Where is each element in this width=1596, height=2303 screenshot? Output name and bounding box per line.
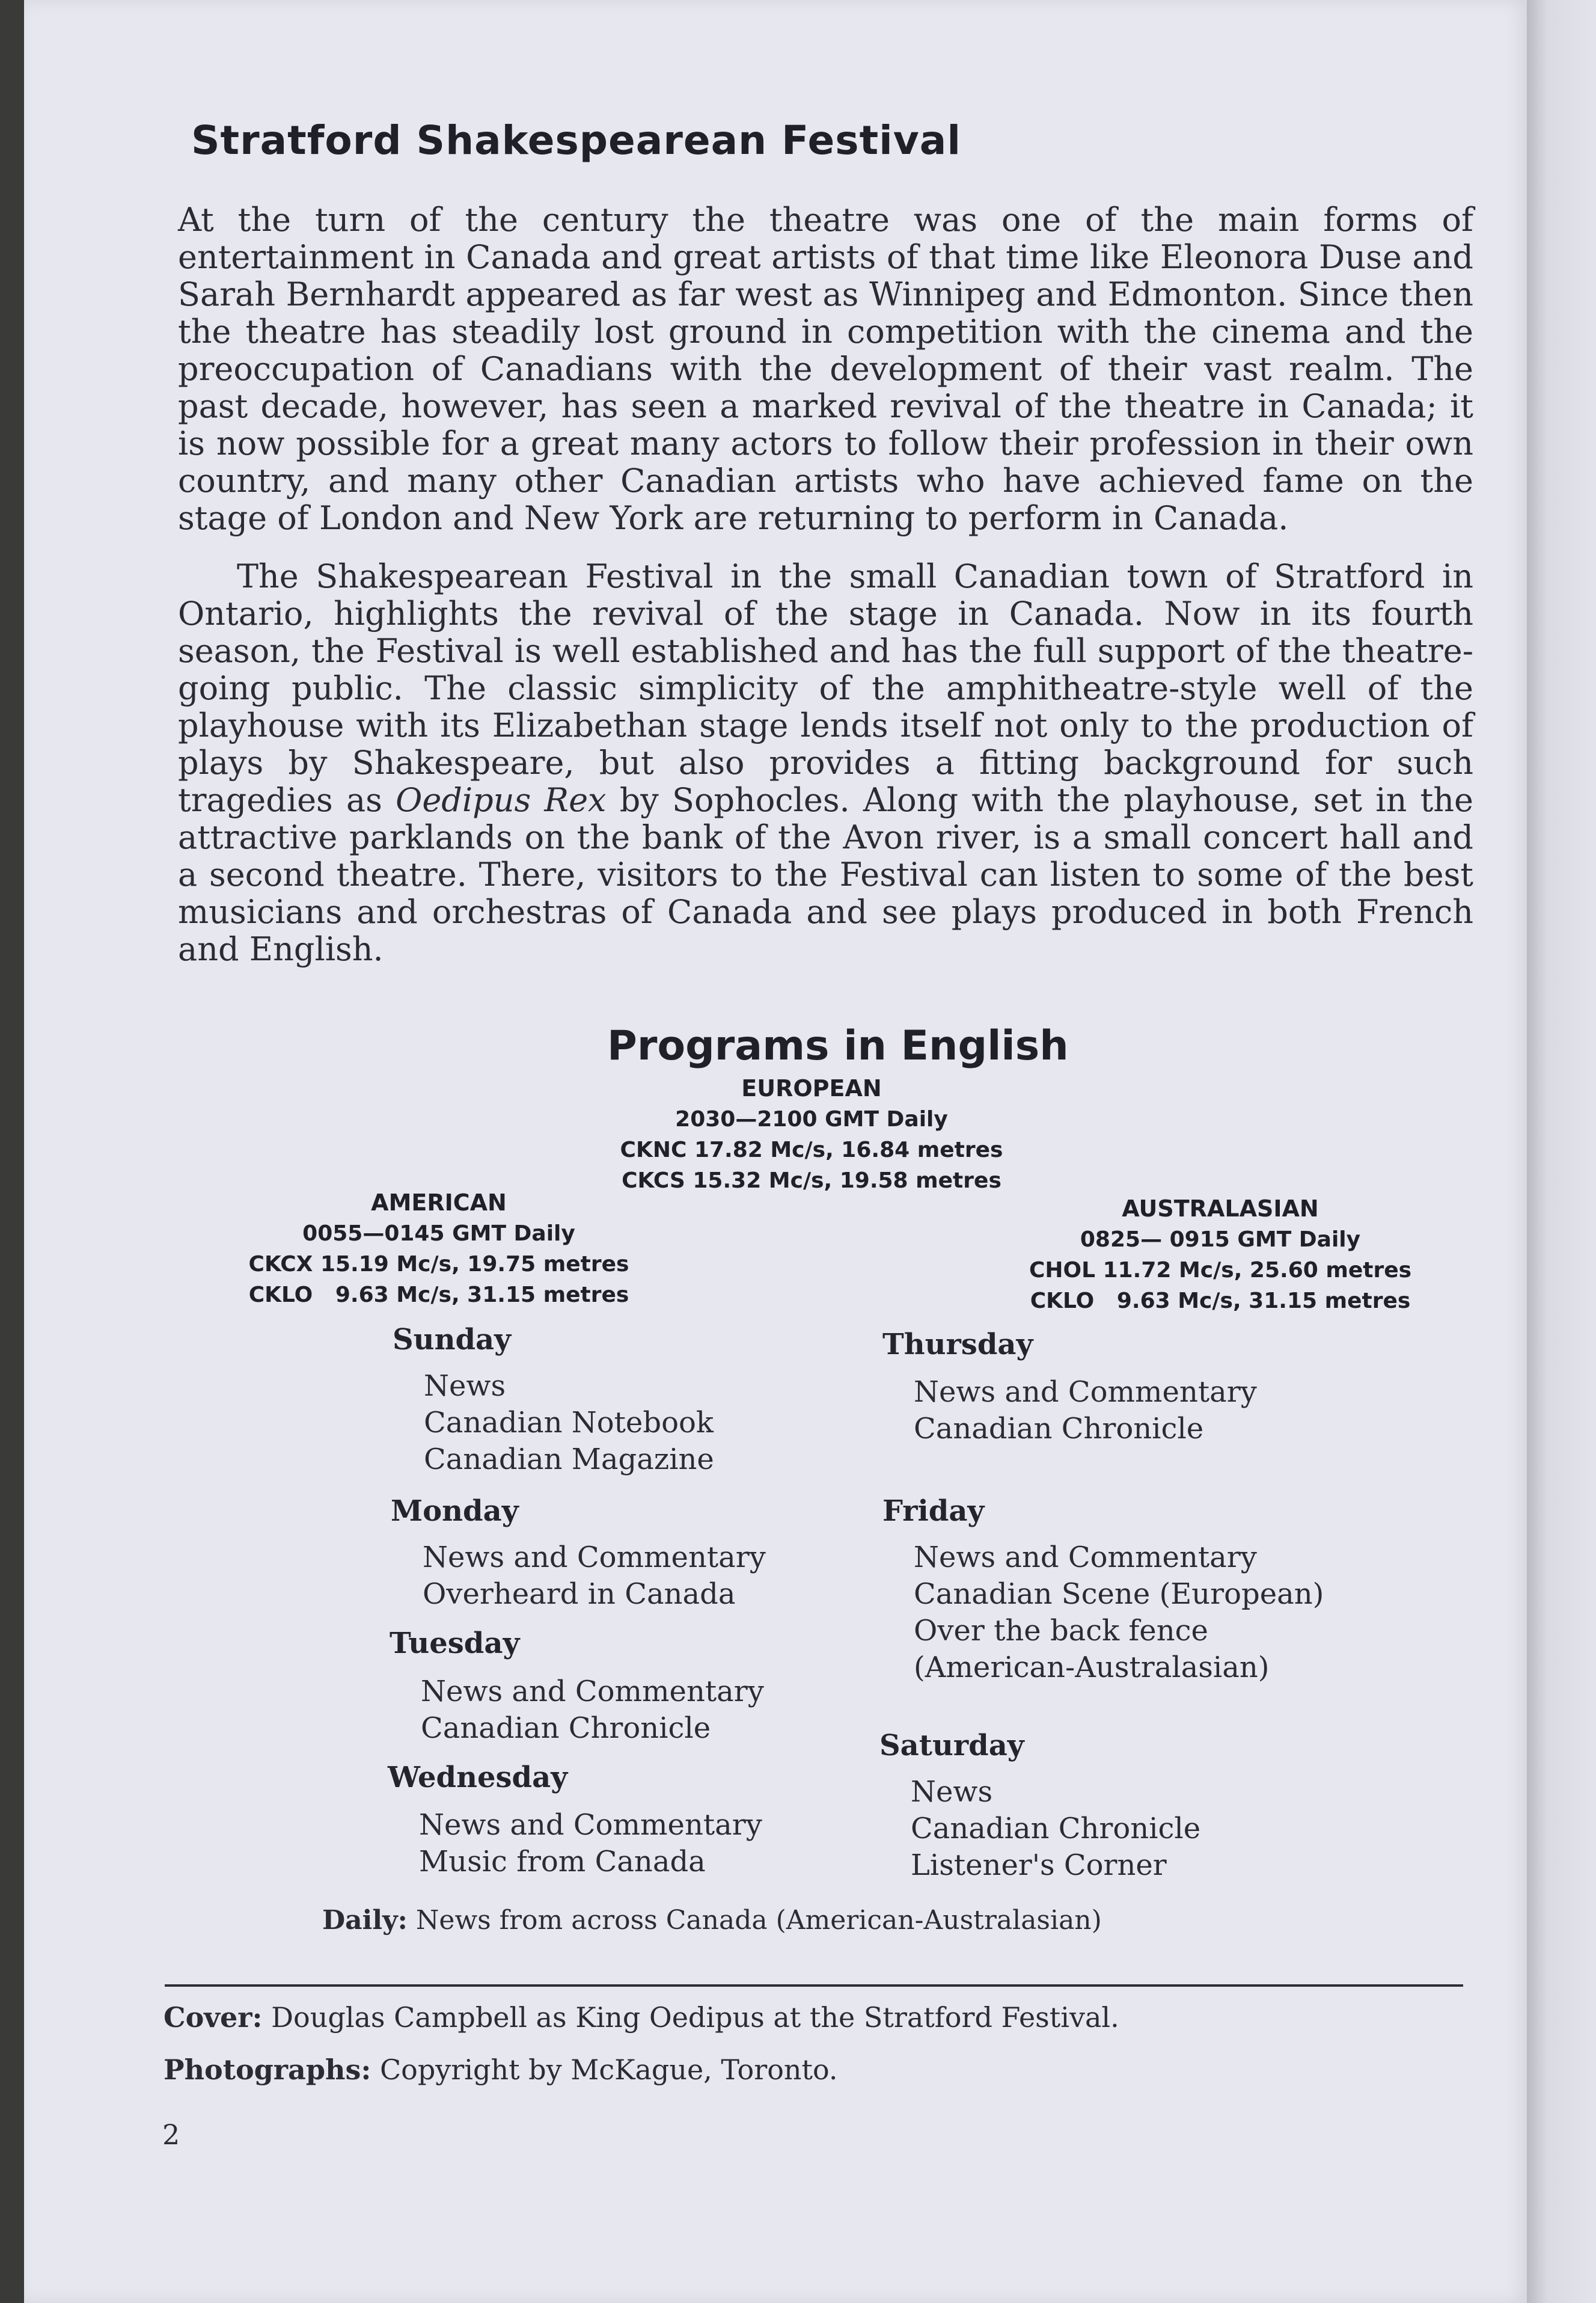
- american-time: 0055—0145 GMT Daily: [302, 1221, 575, 1246]
- australasian-station-1: CHOL 11.72 Mc/s, 25.60 metres: [1029, 1258, 1412, 1283]
- daily-text: News from across Canada (American-Australasian): [415, 1905, 1102, 1936]
- day-tuesday: Tuesday: [390, 1627, 520, 1660]
- next-page-edge: [1527, 0, 1596, 2303]
- paragraph-2-part-2: by Sophocles. Along with the playhouse, set in the attractive parklands on the bank of the Avon river, is a small concert hall and a second theatre. There, visitors to the Festival can listen to some of the best musicians and orchestras of Canada and see plays produced in both French and English.: [178, 781, 1473, 968]
- program-item: News: [911, 1775, 993, 1809]
- european-time: 2030—2100 GMT Daily: [675, 1107, 948, 1132]
- photographs-credit: [164, 2053, 838, 2086]
- monday-programs: [423, 1539, 766, 1613]
- program-item: Canadian Chronicle: [914, 1412, 1204, 1446]
- program-item: News and Commentary: [419, 1808, 762, 1842]
- daily-label: Daily:: [322, 1905, 408, 1936]
- page-number: 2: [162, 2118, 180, 2151]
- paragraph-2-part-1: The Shakespearean Festival in the small Canadian town of Stratford in Ontario, highlights the revival of the stage in Canada. Now in its fourth season, the Festival is well established and has the full support of the theatre-going public. The classic simplicity of the amphitheatre-style well of the playhouse with its Elizabethan stage lends itself not only to the production of plays by Shakespeare, but also provides a fitting background for such tragedies as: [178, 557, 1473, 819]
- photographs-text: Copyright by McKague, Toronto.: [379, 2053, 838, 2086]
- day-saturday: Saturday: [879, 1729, 1024, 1762]
- article-title: Stratford Shakespearean Festival: [191, 117, 961, 164]
- american-block: [180, 1188, 697, 1310]
- american-label: AMERICAN: [371, 1189, 507, 1216]
- european-block: [541, 1073, 1082, 1196]
- australasian-label: AUSTRALASIAN: [1122, 1195, 1319, 1222]
- cover-credit: [164, 2001, 1119, 2034]
- thursday-programs: [914, 1374, 1257, 1447]
- program-item: News: [424, 1369, 506, 1403]
- paragraph-2: [178, 558, 1473, 968]
- australasian-station-2: CKLO 9.63 Mc/s, 31.15 metres: [1030, 1289, 1411, 1313]
- daily-note: [322, 1905, 1102, 1936]
- program-item: News and Commentary: [914, 1375, 1257, 1409]
- program-item: Music from Canada: [419, 1845, 706, 1878]
- program-item: Canadian Chronicle: [421, 1711, 711, 1745]
- day-sunday: Sunday: [393, 1323, 512, 1357]
- american-station-2: CKLO 9.63 Mc/s, 31.15 metres: [248, 1283, 629, 1307]
- day-thursday: Thursday: [882, 1328, 1033, 1361]
- photographs-label: Photographs:: [164, 2053, 371, 2086]
- day-wednesday: Wednesday: [388, 1761, 568, 1794]
- program-item: News and Commentary: [423, 1541, 766, 1574]
- european-label: EUROPEAN: [741, 1075, 882, 1102]
- program-item: Canadian Chronicle: [911, 1812, 1201, 1845]
- paragraph-1: At the turn of the century the theatre was one of the main forms of entertainment in Canada and great artists of that time like Eleonora Duse and Sarah Bernhardt appeared as far west as Winnipeg and Edmonton. Since then the theatre has steadily lost ground in competition with the cinema and the preoccupation of Canadians with the development of their vast realm. The past decade, however, has seen a marked revival of the theatre in Canada; it is now possible for a great many actors to follow their profession in their own country, and many other Canadian artists who have achieved fame on the stage of London and New York are returning to perform in Canada.: [178, 201, 1473, 537]
- program-item: News and Commentary: [421, 1675, 764, 1708]
- play-title-oedipus-rex: Oedipus Rex: [396, 781, 607, 819]
- program-item: Canadian Notebook: [424, 1406, 714, 1440]
- cover-text: Douglas Campbell as King Oedipus at the Stratford Festival.: [271, 2001, 1119, 2034]
- american-station-1: CKCX 15.19 Mc/s, 19.75 metres: [248, 1252, 629, 1277]
- tuesday-programs: [421, 1673, 764, 1747]
- european-station-2: CKCS 15.32 Mc/s, 19.58 metres: [622, 1168, 1001, 1193]
- saturday-programs: [911, 1774, 1200, 1884]
- program-item: (American-Australasian): [914, 1651, 1270, 1684]
- day-friday: Friday: [882, 1494, 985, 1528]
- sunday-programs: [424, 1368, 714, 1478]
- program-item: News and Commentary: [914, 1541, 1257, 1574]
- cover-label: Cover:: [164, 2001, 263, 2034]
- friday-programs: [914, 1539, 1324, 1686]
- program-item: Canadian Scene (European): [914, 1577, 1324, 1611]
- day-monday: Monday: [391, 1494, 519, 1528]
- european-station-1: CKNC 17.82 Mc/s, 16.84 metres: [620, 1138, 1003, 1162]
- divider-rule: [165, 1984, 1463, 1987]
- programs-heading: Programs in English: [607, 1022, 1069, 1070]
- program-item: Over the back fence: [914, 1614, 1208, 1648]
- program-item: Listener's Corner: [911, 1848, 1167, 1882]
- program-item: Canadian Magazine: [424, 1443, 714, 1476]
- wednesday-programs: [419, 1807, 762, 1880]
- program-item: Overheard in Canada: [423, 1577, 736, 1611]
- australasian-time: 0825— 0915 GMT Daily: [1080, 1227, 1361, 1252]
- australasian-block: [944, 1194, 1497, 1316]
